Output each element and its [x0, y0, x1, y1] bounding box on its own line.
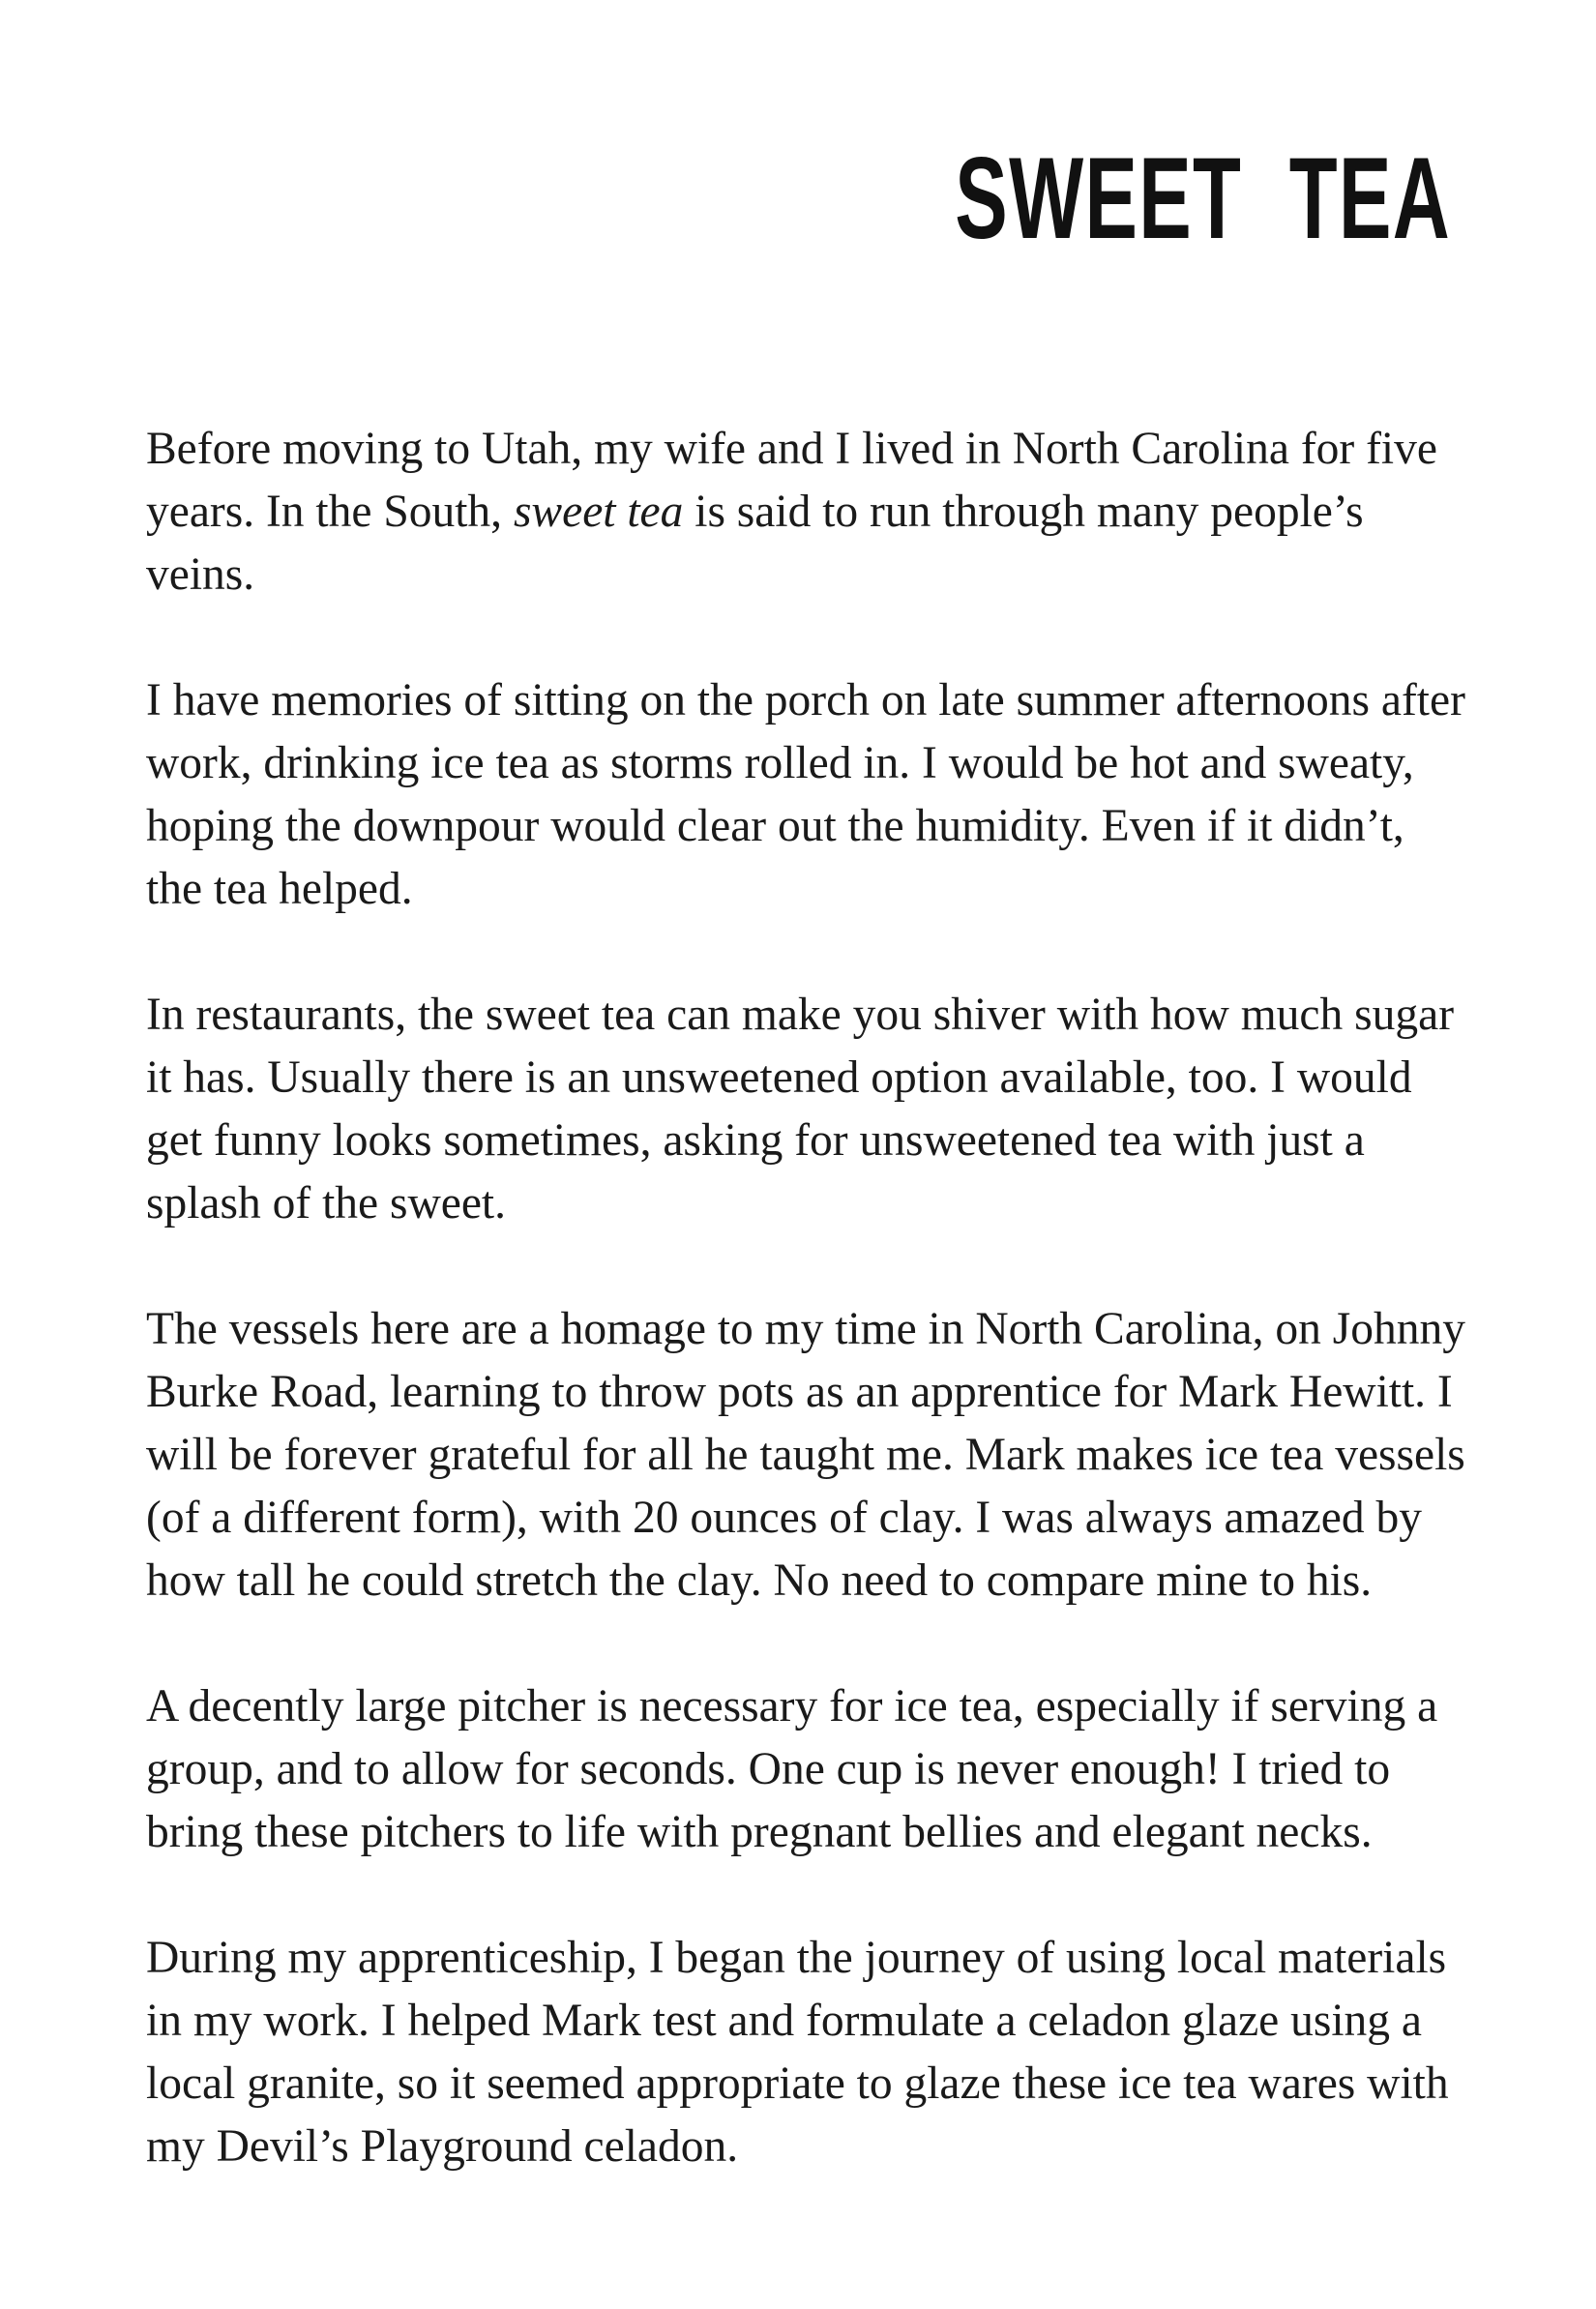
paragraph-1 [146, 418, 1471, 607]
essay-body [146, 418, 1471, 2178]
paragraph-6: During my apprenticeship, I began the journey of using local materials in my work. I helped Mark test and formulate a celadon glaze using a local granite, so it seemed appropriate to glaze these ice tea wares with my Devil’s Playground celadon. [146, 1933, 1449, 2172]
sweet-tea-emphasis: sweet tea [513, 487, 684, 537]
paragraph-1-text-end: is said to run through many people’s veins. [146, 487, 1364, 600]
page-title: SWEET TEA [955, 133, 1451, 263]
paragraph-2: I have memories of sitting on the porch on late summer afternoons after work, drinking ice tea as storms rolled in. I would be hot and sweaty, hoping the downpour would clear out the humidity. Even if it didn’t, the tea helped. [146, 675, 1465, 914]
paragraph-5: A decently large pitcher is necessary for ice tea, especially if serving a group, and to allow for seconds. One cup is never enough! I tried to bring these pitchers to life with pregnant bellies and elegant necks. [146, 1681, 1438, 1857]
paragraph-3: In restaurants, the sweet tea can make you shiver with how much sugar it has. Usually there is an unsweetened option available, too. I would get funny looks sometimes, asking for unsweetened tea with just a splash of the sweet. [146, 990, 1455, 1229]
paragraph-4: The vessels here are a homage to my time in North Carolina, on Johnny Burke Road, learning to throw pots as an apprentice for Mark Hewitt. I will be forever grateful for all he taught me. Mark makes ice tea vessels (of a different form), with 20 ounces of clay. I was always amazed by how tall he could stretch the clay. No need to compare mine to his. [146, 1304, 1465, 1606]
paragraph-1-text-start: Before moving to Utah, my wife and I lived in North Carolina for five years. In the South, [146, 424, 1437, 537]
